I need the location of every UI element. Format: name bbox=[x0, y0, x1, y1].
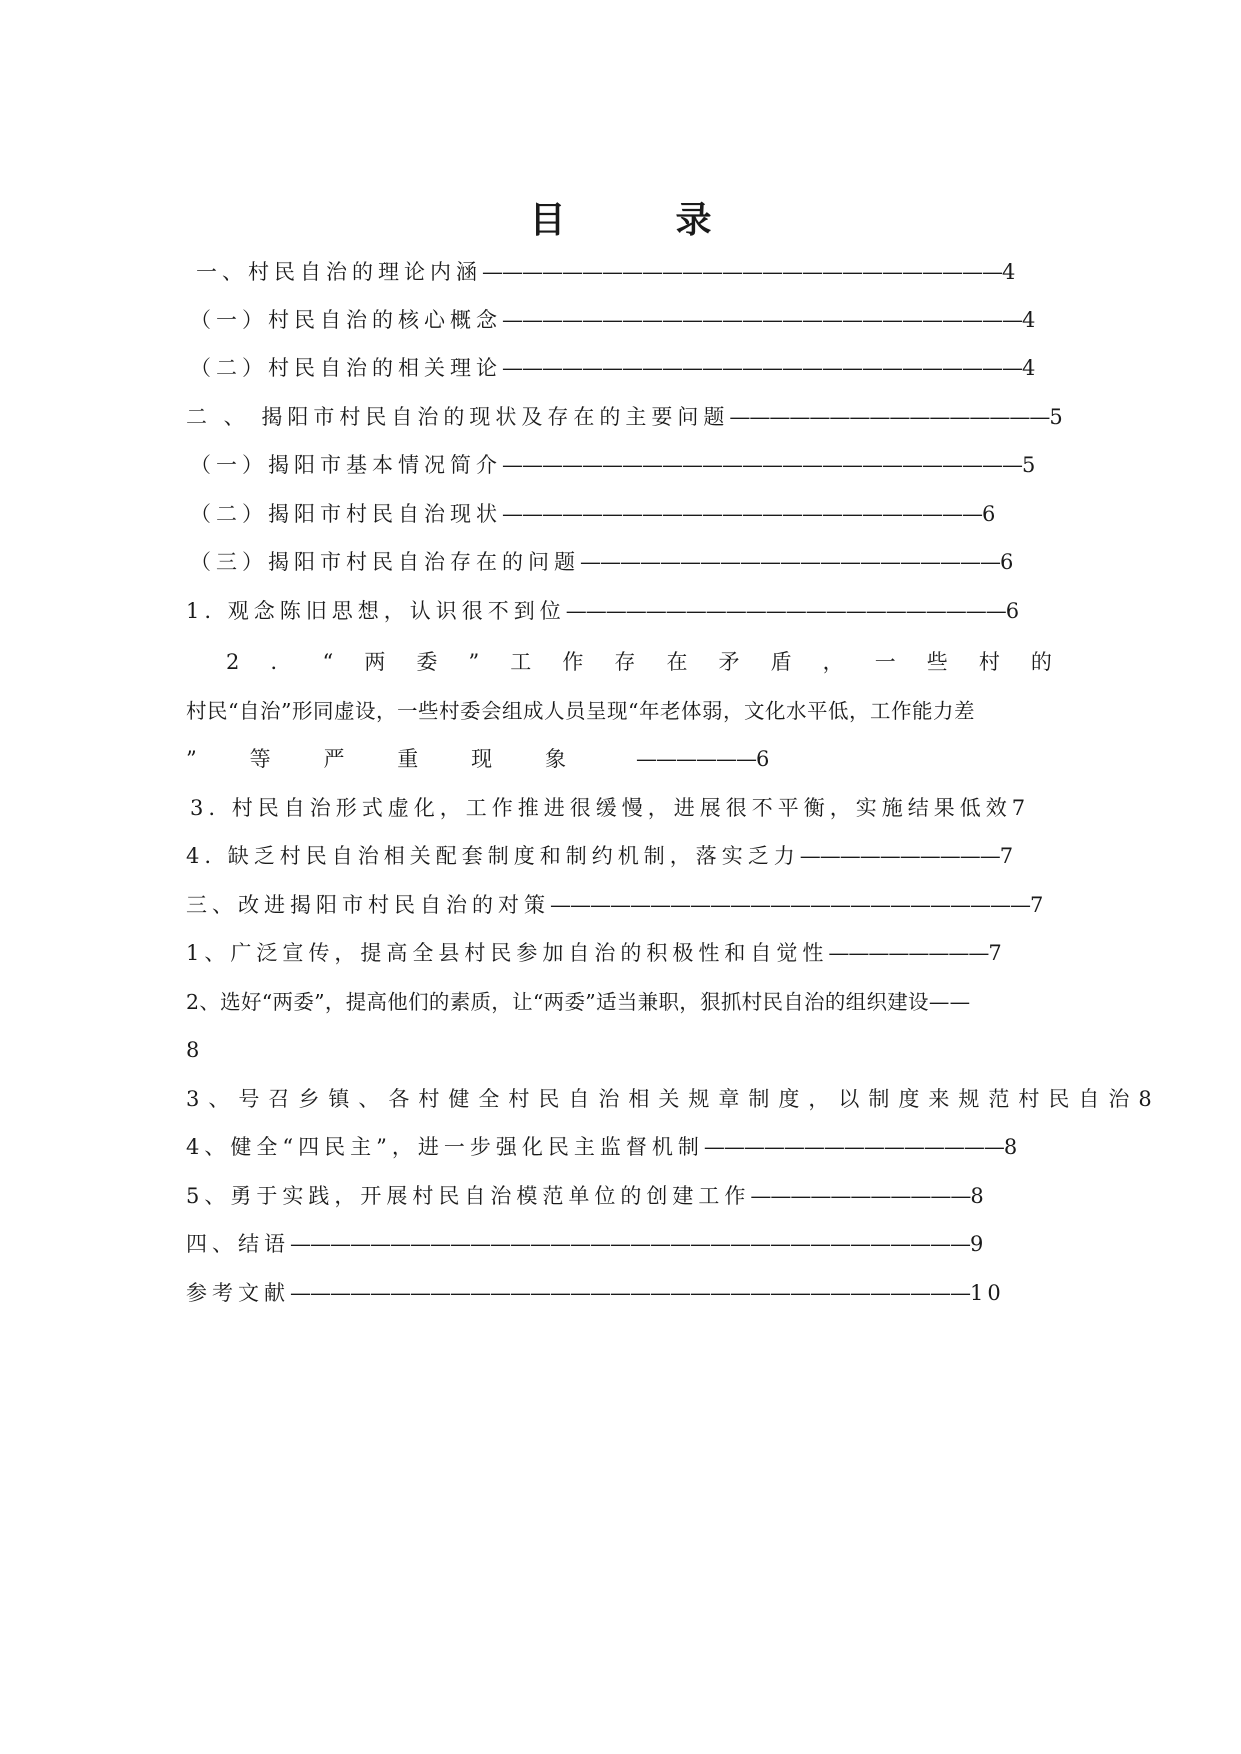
toc-entry-long-line2: 8 bbox=[186, 1038, 200, 1062]
toc-entry[interactable]: 5、勇于实践，开展村民自治模范单位的创建工作 ——————————— 8 bbox=[186, 1184, 984, 1208]
toc-entry-multiline-line2: 村民“自治”形同虚设，一些村委会组成人员呈现“年老体弱，文化水平低，工作能力差 bbox=[186, 699, 975, 723]
toc-entry[interactable]: 一、村民自治的理论内涵 —————————————————————————— 4 bbox=[196, 260, 1016, 284]
toc-entry[interactable]: 参考文献 —————————————————————————————————— 10 bbox=[186, 1281, 1005, 1305]
toc-entry[interactable]: 四、结语 —————————————————————————————————— 9 bbox=[186, 1232, 984, 1256]
toc-entry[interactable]: 4. 缺乏村民自治相关配套制度和制约机制，落实乏力 —————————— 7 bbox=[186, 844, 1014, 868]
toc-entry-long-line1[interactable]: 2、选好“两委”，提高他们的素质，让“两委”适当兼职，狠抓村民自治的组织建设—— bbox=[186, 990, 971, 1014]
toc-entry[interactable]: 二 、 揭阳市村民自治的现状及存在的主要问题 ———————————————— 5 bbox=[186, 405, 1063, 429]
toc-entry[interactable]: （二）村民自治的相关理论 —————————————————————————— 4 bbox=[190, 356, 1036, 380]
toc-entry[interactable]: （二）揭阳市村民自治现状 ———————————————————————— 6 bbox=[190, 502, 996, 526]
toc-entry[interactable]: 1、广泛宣传，提高全县村民参加自治的积极性和自觉性 ———————— 7 bbox=[186, 941, 1002, 965]
toc-entry[interactable]: 3、号召乡镇、各村健全村民自治相关规章制度，以制度来规范村民自治 8 bbox=[186, 1087, 1152, 1111]
toc-title-left: 目 bbox=[529, 199, 566, 241]
toc-entry[interactable]: （三）揭阳市村民自治存在的问题 ————————————————————— 6 bbox=[190, 550, 1014, 574]
toc-entry[interactable]: 1. 观念陈旧思想，认识很不到位 —————————————————————— 6 bbox=[186, 599, 1020, 623]
toc-title-right: 录 bbox=[675, 199, 712, 241]
toc-entry[interactable]: 4、健全“四民主”，进一步强化民主监督机制 ——————————————— 8 bbox=[186, 1135, 1018, 1159]
toc-entry[interactable]: 3. 村民自治形式虚化，工作推进很缓慢，进展很不平衡，实施结果低效 7 bbox=[190, 796, 1026, 820]
toc-entry[interactable]: （一）村民自治的核心概念 —————————————————————————— 4 bbox=[190, 308, 1036, 332]
toc-entry[interactable]: （一）揭阳市基本情况简介 —————————————————————————— 5 bbox=[190, 453, 1036, 477]
toc-entry-multiline-line3: ” 等 严 重 现 象 —————— 6 bbox=[186, 747, 770, 771]
toc-entry-multiline-line1[interactable]: 2 ． “ 两 委 ” 工 作 存 在 矛 盾 ， 一 些 村 的 bbox=[226, 650, 1052, 674]
toc-entry[interactable]: 三、改进揭阳市村民自治的对策 ———————————————————————— 7 bbox=[186, 893, 1044, 917]
